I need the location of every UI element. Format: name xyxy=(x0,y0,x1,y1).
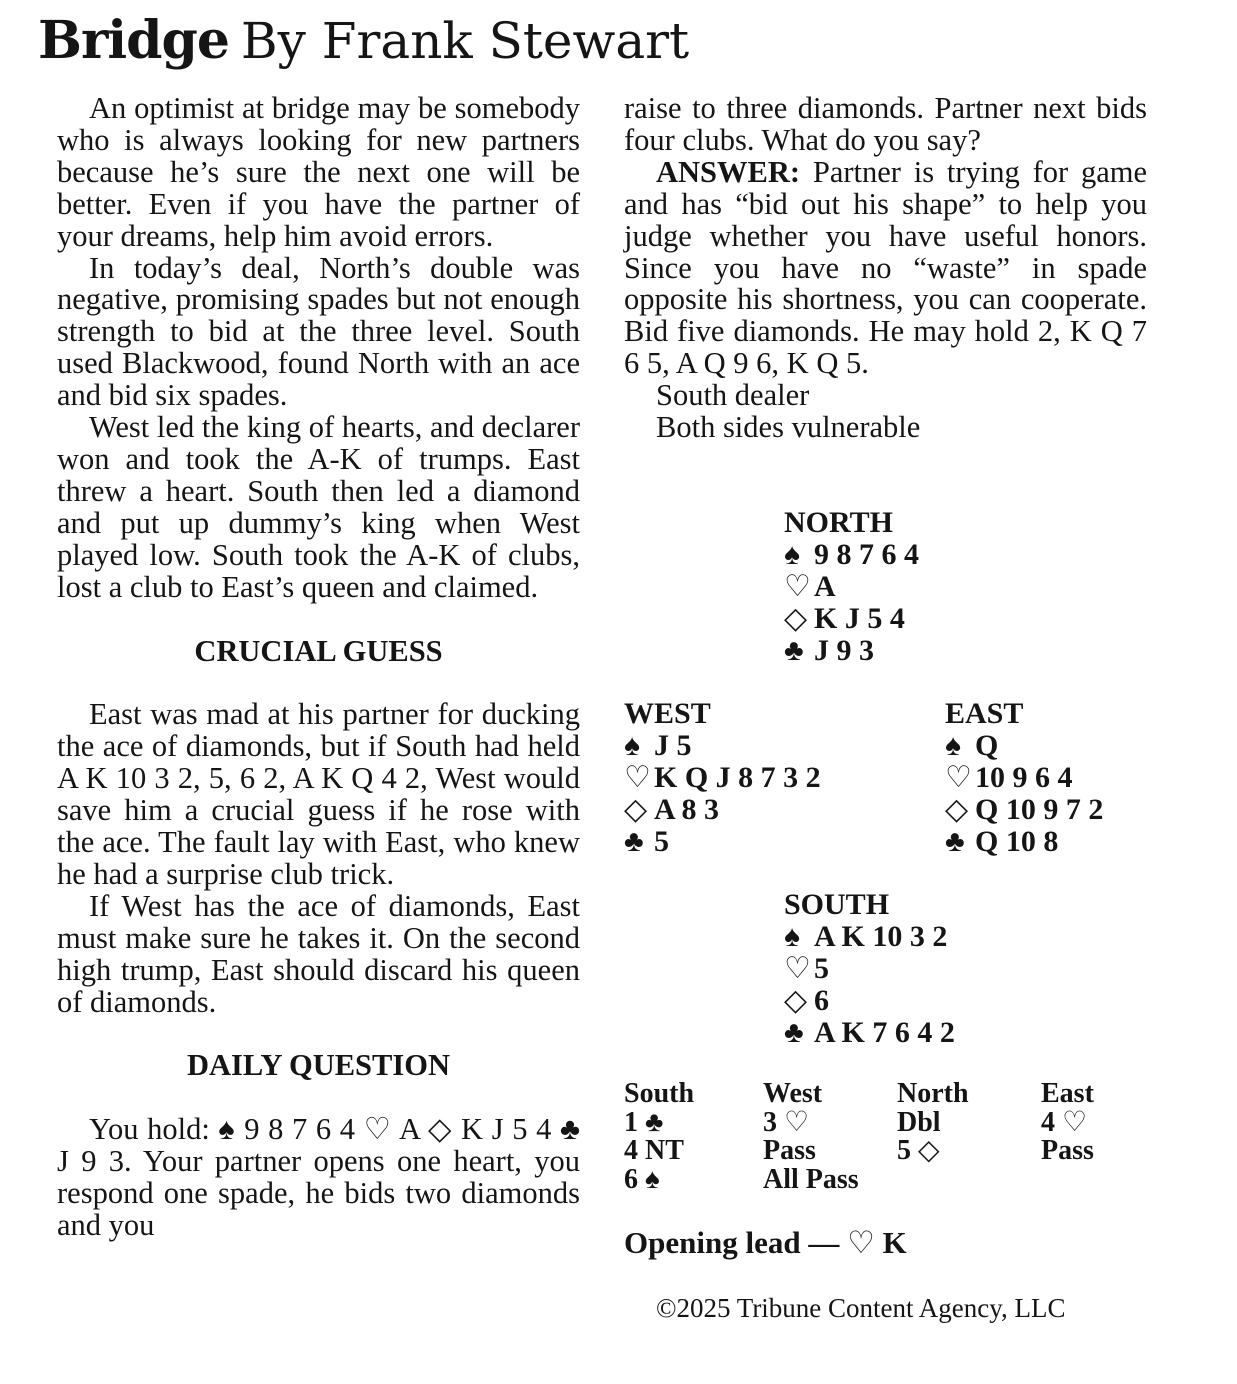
north-diamonds: ◇ K J 5 4 xyxy=(784,601,905,635)
paragraph-4: East was mad at his partner for ducking the ace of diamonds, but if South had held A K 10 3 2, 5, 6 2, A K Q 4 2, West would save him a crucial guess if he rose with the ace. The fault lay with East, who knew he had a surprise club trick. xyxy=(57,697,580,891)
south-diamonds: ◇ 6 xyxy=(784,983,829,1017)
bid xyxy=(1041,1166,1181,1195)
article-right-column xyxy=(624,93,1147,444)
west-diamonds: ◇ A 8 3 xyxy=(624,792,720,826)
bid: Pass xyxy=(1041,1135,1094,1166)
answer-label: ANSWER: xyxy=(656,154,801,189)
paragraph-1: An optimist at bridge may be somebody who is always looking for new partners because he’s sure the next one will be better. Even if you have the partner of your dreams, help him avoid errors. xyxy=(57,91,580,253)
bid: 5 ◇ xyxy=(897,1135,940,1166)
south-spades: ♠ A K 10 3 2 xyxy=(784,919,948,953)
north-spades: ♠ 9 8 7 6 4 xyxy=(784,537,919,571)
east-label: EAST xyxy=(945,697,1024,730)
spade-icon: ♠ xyxy=(784,919,800,953)
bid: Dbl xyxy=(897,1106,941,1138)
bidding-header-row xyxy=(624,1080,1181,1109)
north-hand xyxy=(784,507,919,667)
spade-icon: ♠ xyxy=(624,728,640,762)
paragraph-2: In today’s deal, North’s double was negative, promising spades but not enough strength to bid at the three level. South used Blackwood, found North with an ace and bid six spades. xyxy=(57,250,580,413)
west-hearts: ♡ K Q J 8 7 3 2 xyxy=(624,760,821,794)
south-hand xyxy=(784,889,955,1049)
column-header xyxy=(38,4,689,77)
west-hand xyxy=(624,698,821,858)
bidding-table xyxy=(624,1080,1181,1194)
heart-icon: ♡ xyxy=(784,569,811,603)
diamond-icon: ◇ xyxy=(624,792,648,826)
bidding-row xyxy=(624,1106,1181,1138)
spade-icon: ♠ xyxy=(945,728,961,762)
column-title: Bridge xyxy=(38,10,229,71)
answer-paragraph xyxy=(624,154,1147,381)
club-icon: ♣ xyxy=(784,1015,804,1049)
club-icon: ♣ xyxy=(945,824,965,858)
diamond-icon: ◇ xyxy=(784,601,808,635)
bidding-header: North xyxy=(897,1078,969,1109)
west-spades: ♠ J 5 xyxy=(624,728,692,762)
bid: All Pass xyxy=(763,1163,859,1195)
bidding-row xyxy=(624,1137,1181,1166)
diamond-icon: ◇ xyxy=(945,792,969,826)
paragraph-3: West led the king of hearts, and declarer won and took the A-K of trumps. East threw a heart. South then led a diamond and put up dummy’s king when West played low. South took the A-K of clubs, lost a club to East’s queen and claimed. xyxy=(57,410,580,604)
bid: 4 NT xyxy=(624,1135,684,1166)
subhead-daily-question: DAILY QUESTION xyxy=(186,1048,450,1083)
bidding-header: South xyxy=(624,1078,695,1109)
daily-question-text: You hold: ♠ 9 8 7 6 4 ♡ A ◇ K J 5 4 ♣ J 9 3. Your partner opens one heart, you respond one spade, he bids two diamonds and you xyxy=(57,1112,580,1243)
bid xyxy=(897,1166,1041,1195)
daily-question-continued: raise to three diamonds. Partner next bids four clubs. What do you say? xyxy=(624,91,1147,157)
west-label: WEST xyxy=(624,697,711,730)
north-label: NORTH xyxy=(784,506,893,539)
article-left-column xyxy=(57,93,580,1242)
heart-icon: ♡ xyxy=(784,951,811,985)
opening-lead-label: Opening lead — xyxy=(624,1225,840,1260)
vulnerability-line: Both sides vulnerable xyxy=(656,410,921,445)
paragraph-5: If West has the ace of diamonds, East must make sure he takes it. On the second high trump, East should discard his queen of diamonds. xyxy=(57,888,580,1019)
bidding-header: East xyxy=(1041,1078,1094,1109)
east-hand xyxy=(945,698,1103,858)
bid: 3 ♡ xyxy=(763,1106,810,1138)
diamond-icon: ◇ xyxy=(784,983,808,1017)
north-hearts: ♡ A xyxy=(784,569,836,603)
west-clubs: ♣ 5 xyxy=(624,824,669,858)
bid: 1 ♣ xyxy=(624,1106,664,1138)
byline: By Frank Stewart xyxy=(240,12,690,70)
heart-icon: ♡ xyxy=(945,760,972,794)
south-label: SOUTH xyxy=(784,888,890,921)
answer-text: Partner is trying for game and has “bid out his shape” to help you judge whether you have useful honors. Since you have no “waste” in spade opposite his shortness, you can cooperate. Bid five diamonds. He may hold 2, K Q 7 6 5, A Q 9 6, K Q 5. xyxy=(624,154,1147,381)
subhead-crucial-guess: CRUCIAL GUESS xyxy=(194,633,443,668)
east-clubs: ♣ Q 10 8 xyxy=(945,824,1059,858)
east-spades: ♠ Q xyxy=(945,728,999,762)
opening-lead-card: ♡ K xyxy=(847,1225,907,1260)
east-hearts: ♡ 10 9 6 4 xyxy=(945,760,1073,794)
bid: 4 ♡ xyxy=(1041,1106,1088,1138)
heart-icon: ♡ xyxy=(624,760,651,794)
east-diamonds: ◇ Q 10 9 7 2 xyxy=(945,792,1104,826)
copyright: ©2025 Tribune Content Agency, LLC xyxy=(656,1293,1066,1323)
south-hearts: ♡ 5 xyxy=(784,951,829,985)
bidding-row xyxy=(624,1163,1181,1195)
opening-lead xyxy=(624,1226,907,1260)
north-clubs: ♣ J 9 3 xyxy=(784,633,874,667)
dealer-line: South dealer xyxy=(656,378,810,413)
bid: 6 ♠ xyxy=(624,1163,660,1195)
south-clubs: ♣ A K 7 6 4 2 xyxy=(784,1015,955,1049)
bidding-header: West xyxy=(763,1078,823,1109)
spade-icon: ♠ xyxy=(784,537,800,571)
club-icon: ♣ xyxy=(624,824,644,858)
club-icon: ♣ xyxy=(784,633,804,667)
bid: Pass xyxy=(763,1135,816,1166)
